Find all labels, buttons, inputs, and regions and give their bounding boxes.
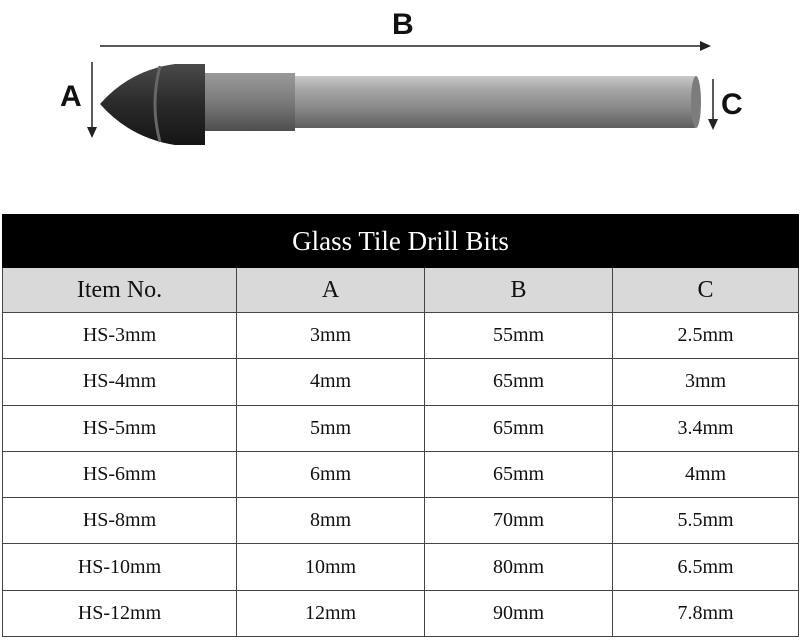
dimension-b-arrow xyxy=(100,41,711,51)
table-title: Glass Tile Drill Bits xyxy=(3,215,799,268)
b-cell: 90mm xyxy=(425,590,613,636)
column-header-item-no: Item No. xyxy=(3,268,237,313)
b-cell: 80mm xyxy=(425,544,613,590)
drill-bit-diagram xyxy=(0,0,800,210)
drill-shank xyxy=(290,76,701,128)
c-cell: 7.8mm xyxy=(613,590,799,636)
c-cell: 3.4mm xyxy=(613,405,799,451)
a-cell: 8mm xyxy=(237,498,425,544)
dimension-a-arrow xyxy=(87,62,97,138)
a-cell: 6mm xyxy=(237,451,425,497)
c-cell: 4mm xyxy=(613,451,799,497)
a-cell: 5mm xyxy=(237,405,425,451)
table-row xyxy=(3,451,799,497)
item-no-cell: HS-12mm xyxy=(3,590,237,636)
b-cell: 65mm xyxy=(425,405,613,451)
specification-table xyxy=(2,214,799,637)
c-cell: 5.5mm xyxy=(613,498,799,544)
b-cell: 65mm xyxy=(425,359,613,405)
b-cell: 65mm xyxy=(425,451,613,497)
b-cell: 55mm xyxy=(425,313,613,359)
dimension-c-arrow xyxy=(708,79,718,130)
table-header-row xyxy=(3,268,799,313)
c-cell: 3mm xyxy=(613,359,799,405)
dimension-b-label: B xyxy=(392,8,414,41)
table-row xyxy=(3,313,799,359)
drill-tip xyxy=(100,64,205,145)
table-row xyxy=(3,405,799,451)
table-row xyxy=(3,359,799,405)
dimension-a-label: A xyxy=(60,80,82,113)
table-row xyxy=(3,590,799,636)
item-no-cell: HS-8mm xyxy=(3,498,237,544)
item-no-cell: HS-3mm xyxy=(3,313,237,359)
a-cell: 12mm xyxy=(237,590,425,636)
column-header-c: C xyxy=(613,268,799,313)
item-no-cell: HS-10mm xyxy=(3,544,237,590)
item-no-cell: HS-4mm xyxy=(3,359,237,405)
item-no-cell: HS-5mm xyxy=(3,405,237,451)
b-cell: 70mm xyxy=(425,498,613,544)
table-row xyxy=(3,498,799,544)
a-cell: 4mm xyxy=(237,359,425,405)
item-no-cell: HS-6mm xyxy=(3,451,237,497)
table-row xyxy=(3,544,799,590)
c-cell: 6.5mm xyxy=(613,544,799,590)
dimension-c-label: C xyxy=(721,88,743,121)
column-header-b: B xyxy=(425,268,613,313)
a-cell: 3mm xyxy=(237,313,425,359)
column-header-a: A xyxy=(237,268,425,313)
c-cell: 2.5mm xyxy=(613,313,799,359)
table-title-row xyxy=(3,215,799,268)
a-cell: 10mm xyxy=(237,544,425,590)
